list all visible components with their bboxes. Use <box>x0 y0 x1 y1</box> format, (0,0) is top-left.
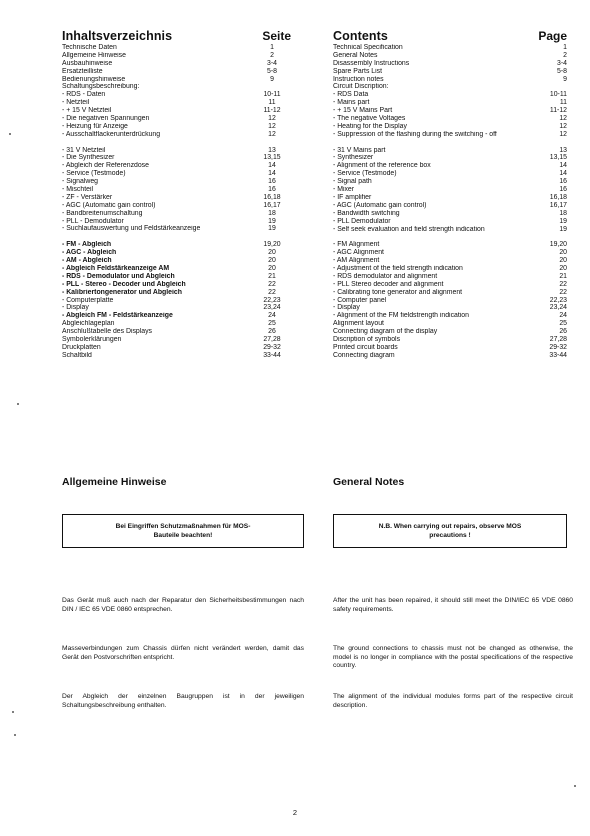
toc-entry-page: 18 <box>559 209 567 217</box>
toc-entry-label: - The negative Voltages <box>333 115 406 123</box>
toc-row <box>62 273 297 281</box>
page-number: 2 <box>292 808 298 817</box>
toc-entry-page: 13 <box>559 146 567 154</box>
toc-entry-page: 22 <box>268 280 276 288</box>
toc-row <box>62 202 297 210</box>
toc-entry-page: 16,17 <box>549 201 567 209</box>
toc-entry-label: Anschlußtabelle des Displays <box>62 328 153 336</box>
toc-row <box>62 162 297 170</box>
toc-entry-label: - RDS - Demodulator und Abgleich <box>62 272 175 280</box>
toc-entry-label: - AM - Abgleich <box>62 257 112 265</box>
toc-row <box>62 60 297 68</box>
toc-entry-page: 25 <box>268 320 276 328</box>
toc-entry-page: 19 <box>559 225 567 233</box>
toc-entry-label: Printed circuit boards <box>333 343 398 351</box>
toc-entry-page: 11-12 <box>263 107 281 115</box>
note-paragraph-english-3: The alignment of the individual modules forms part of the respective circuit description. <box>333 693 573 709</box>
toc-entry-label: - + 15 V Mains Part <box>333 107 393 115</box>
toc-entry-page: 11 <box>268 99 276 107</box>
toc-row <box>333 76 567 84</box>
toc-row <box>333 178 567 186</box>
toc-entry-label: - AM Alignment <box>333 257 380 265</box>
toc-english-list <box>333 44 567 360</box>
toc-entry-label: - Service (Testmode) <box>62 170 126 178</box>
toc-entry-page: 20 <box>268 257 276 265</box>
toc-entry-page: 19 <box>559 217 567 225</box>
toc-german-page-heading: Seite <box>262 29 291 43</box>
toc-entry-page: 16 <box>268 186 276 194</box>
toc-entry-label: - Mains part <box>333 99 370 107</box>
toc-entry-label: - Adjustment of the field strength indication <box>333 264 463 272</box>
toc-row <box>333 99 567 107</box>
toc-german <box>62 28 297 360</box>
toc-entry-label: - PLL Stereo decoder and alignment <box>333 280 444 288</box>
toc-entry-label: Alignment layout <box>333 320 384 328</box>
toc-entry-label: Bedienungshinweise <box>62 75 126 83</box>
toc-english-page-heading: Page <box>538 29 567 43</box>
toc-row <box>62 76 297 84</box>
toc-entry-label: Allgemeine Hinweise <box>62 51 126 59</box>
note-paragraph-german-3: Der Abgleich der einzelnen Baugruppen ist in der jeweiligen Schaltungsbeschreibung enthalten. <box>62 693 304 709</box>
toc-entry-label: Schaltbild <box>62 351 92 359</box>
toc-entry-label: Discription of symbols <box>333 335 401 343</box>
mos-warning-german: Bei Eingriffen Schutzmaßnahmen für MOS-Bauteile beachten! <box>115 523 251 539</box>
toc-row <box>62 218 297 226</box>
toc-entry-page: 33-44 <box>549 351 567 359</box>
toc-entry-page: 10-11 <box>549 91 567 99</box>
toc-entry-page: 16,17 <box>263 201 281 209</box>
toc-entry-page <box>247 83 297 91</box>
toc-entry-label: - FM Alignment <box>333 241 380 249</box>
toc-entry-page: 2 <box>270 51 274 59</box>
toc-entry-page: 20 <box>559 264 567 272</box>
toc-entry-label: Instruction notes <box>333 75 384 83</box>
toc-row <box>333 257 567 265</box>
toc-row <box>62 225 297 233</box>
toc-row <box>333 107 567 115</box>
toc-entry-page: 12 <box>268 115 276 123</box>
toc-row <box>62 178 297 186</box>
toc-entry-label: - RDS demodulator and alignment <box>333 272 438 280</box>
toc-row <box>62 83 297 91</box>
toc-entry-label: - PLL Demodulator <box>333 217 391 225</box>
toc-german-header <box>62 28 297 43</box>
toc-entry-label: - Heating for the Display <box>333 122 407 130</box>
toc-entry-label: General Notes <box>333 51 378 59</box>
toc-row <box>62 297 297 305</box>
toc-row <box>62 320 297 328</box>
toc-row <box>333 68 567 76</box>
toc-entry-page: 19 <box>268 217 276 225</box>
toc-row <box>333 265 567 273</box>
toc-english <box>333 28 567 360</box>
toc-entry-page: 22 <box>268 288 276 296</box>
toc-row <box>62 91 297 99</box>
toc-row <box>333 186 567 194</box>
toc-entry-page: 24 <box>268 312 276 320</box>
toc-entry-label: - + 15 V Netzteil <box>62 107 112 115</box>
toc-entry-page: 12 <box>559 122 567 130</box>
toc-row <box>333 194 567 202</box>
toc-row <box>62 131 297 139</box>
toc-row <box>333 320 567 328</box>
toc-entry-page: 14 <box>559 170 567 178</box>
toc-entry-page: 26 <box>268 328 276 336</box>
toc-row <box>333 312 567 320</box>
toc-row <box>62 99 297 107</box>
toc-row <box>62 154 297 162</box>
toc-row <box>62 123 297 131</box>
toc-entry-page: 9 <box>563 75 567 83</box>
toc-entry-label: - AGC Alignment <box>333 249 384 257</box>
toc-row <box>333 352 567 360</box>
toc-entry-page: 12 <box>268 130 276 138</box>
toc-entry-label: Druckplatten <box>62 343 101 351</box>
toc-entry-page: 10-11 <box>263 91 281 99</box>
toc-spacer <box>62 139 297 147</box>
toc-entry-page: 3-4 <box>557 59 567 67</box>
toc-entry-label: - AGC (Automatic gain control) <box>62 201 156 209</box>
toc-entry-label: Abgleichlageplan <box>62 320 115 328</box>
toc-entry-label: - Calibrating tone generator and alignment <box>333 288 463 296</box>
toc-entry-page: 5-8 <box>557 67 567 75</box>
toc-row <box>62 194 297 202</box>
toc-entry-label: Ausbauhinweise <box>62 59 113 67</box>
toc-entry-page: 19,20 <box>263 241 281 249</box>
note-paragraph-english-2: The ground connections to chassis must not be changed as otherwise, the model is no longer in compliance with the postal specifications of the respective country. <box>333 645 573 670</box>
toc-entry-page: 13,15 <box>263 154 281 162</box>
toc-entry-page: 1 <box>270 44 274 51</box>
toc-row <box>62 107 297 115</box>
note-paragraph-german-2: Masseverbindungen zum Chassis dürfen nicht verändert werden, damit das Gerät den Postvorschriften entspricht. <box>62 645 304 661</box>
toc-row <box>62 186 297 194</box>
toc-entry-page: 25 <box>559 320 567 328</box>
toc-entry-label: - Computer panel <box>333 296 387 304</box>
toc-entry-label: Symbolerklärungen <box>62 335 122 343</box>
toc-row <box>333 281 567 289</box>
toc-row <box>333 131 567 147</box>
toc-entry-page: 18 <box>268 209 276 217</box>
toc-row <box>333 60 567 68</box>
toc-entry-label: - Alignment of the reference box <box>333 162 431 170</box>
toc-entry-label: - Ausschaltflackerunterdrückung <box>62 130 161 138</box>
toc-entry-page: 16,18 <box>549 193 567 201</box>
toc-entry-page: 1 <box>563 44 567 51</box>
toc-entry-label: - RDS Data <box>333 91 369 99</box>
toc-row <box>333 154 567 162</box>
toc-entry-label: - Service (Testmode) <box>333 170 397 178</box>
toc-row <box>62 328 297 336</box>
toc-row <box>333 123 567 131</box>
toc-row <box>333 289 567 297</box>
toc-row <box>62 249 297 257</box>
toc-entry-label: - PLL - Demodulator <box>62 217 124 225</box>
note-paragraph-english-1: After the unit has been repaired, it should still meet the DIN/IEC 65 VDE 0860 safety requirements. <box>333 597 573 613</box>
toc-row <box>333 304 567 312</box>
scan-speck <box>574 785 576 787</box>
toc-entry-page: 20 <box>268 264 276 272</box>
toc-entry-label: Schaltungsbeschreibung: <box>62 83 140 91</box>
toc-entry-label: - Mischteil <box>62 186 94 194</box>
toc-entry-page <box>533 83 567 91</box>
scan-speck <box>9 133 11 135</box>
toc-entry-label: - Heizung für Anzeige <box>62 122 128 130</box>
toc-entry-page: 22,23 <box>549 296 567 304</box>
toc-entry-page: 16 <box>559 178 567 186</box>
toc-entry-page: 13,15 <box>549 154 567 162</box>
toc-english-header <box>333 28 567 43</box>
toc-row <box>62 68 297 76</box>
toc-row <box>333 249 567 257</box>
mos-warning-box-english <box>333 514 567 548</box>
toc-row <box>333 115 567 123</box>
toc-entry-page: 33-44 <box>263 351 281 359</box>
toc-row <box>333 91 567 99</box>
toc-entry-label: - 31 V Mains part <box>333 146 386 154</box>
toc-entry-label: - Netzteil <box>62 99 90 107</box>
toc-entry-label: - Kalibriertongenerator und Abgleich <box>62 288 182 296</box>
toc-entry-label: - Suchlaufauswertung und Feldstärkeanzeige <box>62 225 201 233</box>
toc-entry-page: 22 <box>559 288 567 296</box>
toc-entry-page: 27,28 <box>549 335 567 343</box>
toc-entry-label: - AGC - Abgleich <box>62 249 117 257</box>
toc-row <box>333 170 567 178</box>
toc-entry-page: 21 <box>268 272 276 280</box>
toc-entry-page: 11 <box>559 99 567 107</box>
scan-speck <box>12 711 14 713</box>
toc-entry-label: - Die Synthesizer <box>62 154 115 162</box>
toc-entry-page: 20 <box>559 249 567 257</box>
toc-entry-label: - Bandbreitenumschaltung <box>62 209 143 217</box>
toc-entry-label: - FM - Abgleich <box>62 241 112 249</box>
toc-entry-label: Spare Parts List <box>333 67 383 75</box>
toc-spacer <box>62 233 297 241</box>
toc-entry-page: 26 <box>559 328 567 336</box>
toc-entry-page: 16 <box>559 186 567 194</box>
general-notes-german-title: Allgemeine Hinweise <box>62 476 167 488</box>
toc-row <box>62 312 297 320</box>
toc-entry-label: - Self seek evaluation and field strength indication <box>333 225 485 233</box>
toc-row <box>333 162 567 170</box>
toc-row <box>333 241 567 249</box>
toc-row <box>62 281 297 289</box>
toc-row <box>62 52 297 60</box>
toc-entry-label: - Alignment of the FM fieldstrength indication <box>333 312 469 320</box>
toc-entry-label: Connecting diagram of the display <box>333 328 438 336</box>
toc-entry-page: 16,18 <box>263 193 281 201</box>
toc-row <box>62 265 297 273</box>
toc-entry-label: - ZF - Verstärker <box>62 193 113 201</box>
toc-entry-page: 29-32 <box>263 343 281 351</box>
toc-entry-page: 20 <box>559 257 567 265</box>
toc-entry-label: - Abgleich FM - Feldstärkeanzeige <box>62 312 173 320</box>
toc-german-heading: Inhaltsverzeichnis <box>62 29 173 43</box>
toc-entry-page: 21 <box>559 272 567 280</box>
toc-row <box>62 170 297 178</box>
toc-entry-label: - Signal path <box>333 178 372 186</box>
toc-row <box>62 352 297 360</box>
scan-speck <box>17 403 19 405</box>
toc-entry-page: 3-4 <box>267 59 277 67</box>
toc-entry-page: 24 <box>559 312 567 320</box>
toc-row <box>333 44 567 52</box>
toc-german-list <box>62 44 297 360</box>
toc-entry-label: - IF amplifier <box>333 193 372 201</box>
scan-speck <box>14 734 16 736</box>
toc-entry-page: 20 <box>268 249 276 257</box>
toc-row <box>62 147 297 155</box>
toc-row <box>62 115 297 123</box>
toc-row <box>333 344 567 352</box>
toc-entry-page: 14 <box>268 162 276 170</box>
note-paragraph-german-1: Das Gerät muß auch nach der Reparatur den Sicherheitsbestimmungen nach DIN / IEC 65 VDE 0860 entsprechen. <box>62 597 304 613</box>
toc-entry-label: - Mixer <box>333 186 355 194</box>
toc-entry-page: 23,24 <box>263 304 281 312</box>
toc-entry-label: - Bandwidth switching <box>333 209 400 217</box>
toc-row <box>333 226 567 242</box>
toc-entry-page: 22 <box>559 280 567 288</box>
toc-entry-label: - Abgleich Feldstärkeanzeige AM <box>62 264 170 272</box>
toc-entry-label: Technische Daten <box>62 44 117 51</box>
toc-entry-page: 12 <box>559 115 567 123</box>
toc-entry-page: 22,23 <box>263 296 281 304</box>
toc-row <box>333 336 567 344</box>
toc-row <box>333 328 567 336</box>
toc-row <box>62 241 297 249</box>
toc-entry-page: 14 <box>559 162 567 170</box>
toc-english-heading: Contents <box>333 29 388 43</box>
toc-entry-label: - Computerplatte <box>62 296 114 304</box>
toc-row <box>62 289 297 297</box>
toc-entry-label: Circuit Discription: <box>333 83 389 91</box>
toc-entry-page: 16 <box>268 178 276 186</box>
toc-entry-page: 13 <box>268 146 276 154</box>
toc-entry-page: 19,20 <box>549 241 567 249</box>
toc-entry-page: 12 <box>559 130 567 138</box>
toc-entry-label: Ersatzteilliste <box>62 67 103 75</box>
toc-entry-page: 27,28 <box>263 335 281 343</box>
toc-entry-page: 5-8 <box>267 67 277 75</box>
toc-row <box>62 304 297 312</box>
toc-entry-label: - Die negativen Spannungen <box>62 115 150 123</box>
toc-row <box>333 210 567 218</box>
toc-row <box>333 273 567 281</box>
toc-entry-label: - AGC (Automatic gain control) <box>333 201 427 209</box>
toc-row <box>333 147 567 155</box>
toc-entry-page: 11-12 <box>549 107 567 115</box>
toc-entry-label: Disassembly Instructions <box>333 59 410 67</box>
toc-entry-label: - PLL - Stereo - Decoder und Abgleich <box>62 280 186 288</box>
toc-row <box>62 44 297 52</box>
toc-entry-label: Connecting diagram <box>333 351 395 359</box>
toc-row <box>62 210 297 218</box>
toc-entry-label: - Abgleich der Referenzdose <box>62 162 149 170</box>
toc-entry-page: 23,24 <box>549 304 567 312</box>
toc-row <box>333 83 567 91</box>
mos-warning-box-german <box>62 514 304 548</box>
toc-entry-label: - Synthesizer <box>333 154 374 162</box>
toc-entry-label: - Display <box>62 304 89 312</box>
toc-entry-label: - RDS - Daten <box>62 91 106 99</box>
general-notes-english-title: General Notes <box>333 476 405 488</box>
toc-entry-page: 9 <box>270 75 274 83</box>
toc-row <box>62 336 297 344</box>
toc-entry-page: 14 <box>268 170 276 178</box>
toc-row <box>333 297 567 305</box>
toc-entry-label: - Suppression of the flashing during the switching - off <box>333 130 497 138</box>
toc-entry-label: Technical Specification <box>333 44 403 51</box>
toc-row <box>333 218 567 226</box>
toc-entry-page: 29-32 <box>549 343 567 351</box>
toc-row <box>333 52 567 60</box>
toc-entry-label: - 31 V Netzteil <box>62 146 106 154</box>
toc-row <box>62 344 297 352</box>
toc-entry-page: 2 <box>563 51 567 59</box>
toc-entry-label: - Signalweg <box>62 178 99 186</box>
toc-row <box>62 257 297 265</box>
toc-entry-page: 12 <box>268 122 276 130</box>
toc-row <box>333 202 567 210</box>
toc-entry-page: 19 <box>268 225 276 233</box>
mos-warning-english: N.B. When carrying out repairs, observe MOS precautions ! <box>378 523 522 539</box>
toc-entry-label: - Display <box>333 304 360 312</box>
